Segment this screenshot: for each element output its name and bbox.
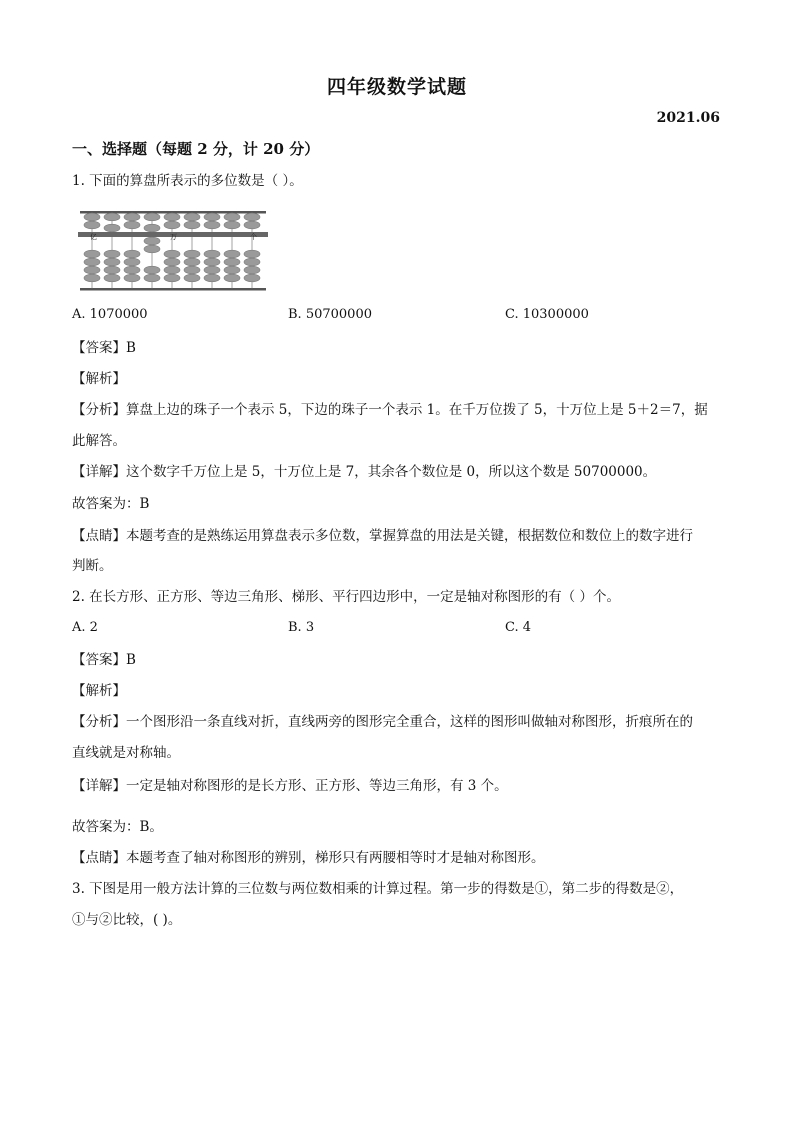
q1-conclusion: 故答案为：B <box>72 496 150 512</box>
q2-option-c[interactable]: C. 4 <box>505 620 532 635</box>
q1-analysis-heading: 【解析】 <box>72 371 126 387</box>
abacus-label-yi: 亿 <box>90 233 97 241</box>
q1-option-c[interactable]: C. 10300000 <box>505 307 589 322</box>
q2-answer: 【答案】B <box>72 652 136 668</box>
q2-conclusion: 故答案为：B。 <box>72 819 163 835</box>
question-1-stem: 1. 下面的算盘所表示的多位数是（ ）。 <box>72 173 303 189</box>
q1-dianjing-line-1: 【点睛】本题考查的是熟练运用算盘表示多位数，掌握算盘的用法是关键，根据数位和数位上的数字进行 <box>72 528 693 544</box>
q1-option-b[interactable]: B. 50700000 <box>288 307 372 322</box>
abacus-figure <box>78 208 268 294</box>
abacus-label-ge: 个 <box>250 233 257 241</box>
q2-analysis-heading: 【解析】 <box>72 683 126 699</box>
q1-answer: 【答案】B <box>72 340 136 356</box>
q2-option-b[interactable]: B. 3 <box>288 620 315 635</box>
q1-fenxi-line-2: 此解答。 <box>72 433 126 449</box>
abacus-label-wan: 万 <box>170 233 177 241</box>
q2-dianjing: 【点睛】本题考查了轴对称图形的辨别，梯形只有两腰相等时才是轴对称图形。 <box>72 850 545 866</box>
q1-dianjing-line-2: 判断。 <box>72 558 113 574</box>
question-3-stem-line-2: ①与②比较，( )。 <box>72 912 182 928</box>
question-2-stem: 2. 在长方形、正方形、等边三角形、梯形、平行四边形中，一定是轴对称图形的有（ ）个。 <box>72 589 620 605</box>
q2-fenxi-line-1: 【分析】一个图形沿一条直线对折，直线两旁的图形完全重合，这样的图形叫做轴对称图形，折痕所在的 <box>72 714 693 730</box>
q1-option-a[interactable]: A. 1070000 <box>72 307 148 322</box>
q2-option-a[interactable]: A. 2 <box>72 620 98 635</box>
exam-date: 2021.06 <box>656 110 720 126</box>
q2-xiangjie: 【详解】一定是轴对称图形的是长方形、正方形、等边三角形，有 3 个。 <box>72 778 508 794</box>
q1-xiangjie: 【详解】这个数字千万位上是 5，十万位上是 7，其余各个数位是 0，所以这个数是 50700000。 <box>72 464 657 480</box>
page-title: 四年级数学试题 <box>326 76 467 98</box>
section-heading: 一、选择题（每题 2 分，计 20 分） <box>72 140 320 158</box>
q2-fenxi-line-2: 直线就是对称轴。 <box>72 745 180 761</box>
question-3-stem-line-1: 3. 下图是用一般方法计算的三位数与两位数相乘的计算过程。第一步的得数是①，第二步的得数是②， <box>72 881 684 897</box>
q1-fenxi-line-1: 【分析】算盘上边的珠子一个表示 5，下边的珠子一个表示 1。在千万位拨了 5，十万位上是 5＋2＝7，据 <box>72 402 708 418</box>
